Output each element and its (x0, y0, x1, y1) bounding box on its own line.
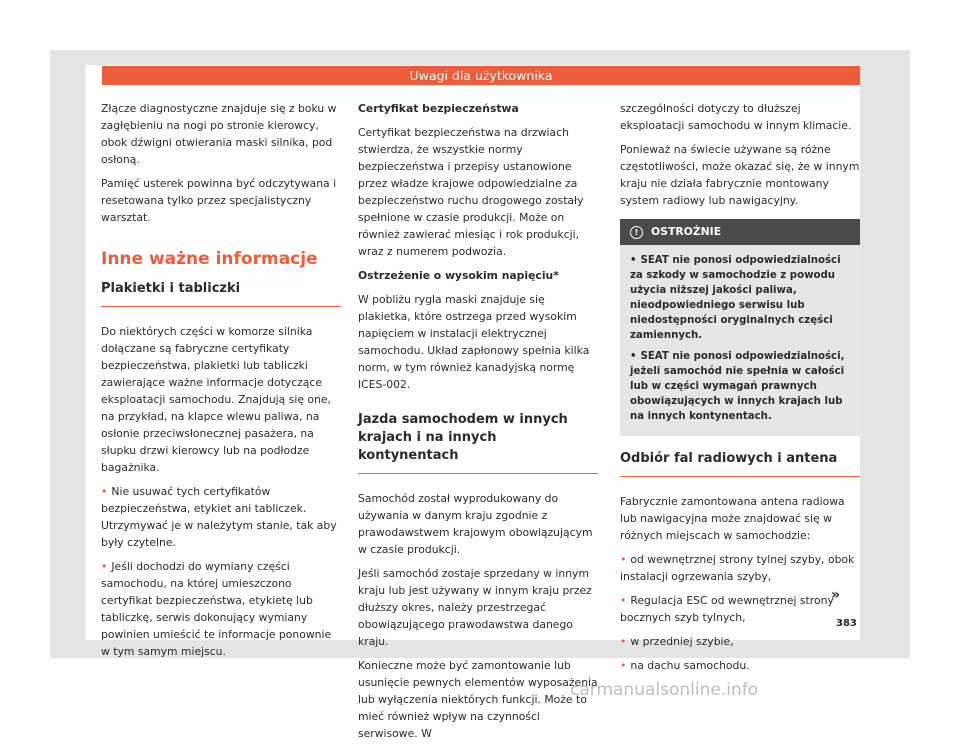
bullet-icon: • (620, 659, 627, 672)
bullet-item: • Jeśli dochodzi do wymiany części samochodu, na której umieszczono certyfikat bezpieczeństwa, etykietę lub tabliczkę, serwis dokonujący wymiany powinien umieścić te informacje ponownie w tym samym miejscu. (101, 560, 332, 658)
subheading: Jazda samochodem w innych krajach i na innych kontynentach (358, 411, 598, 474)
continued-arrow-icon: » (831, 587, 841, 603)
paragraph-heading: Ostrzeżenie o wysokim napięciu* (358, 269, 559, 282)
caution-item: • SEAT nie ponosi odpowiedzialności, jeżeli samochód nie spełnia w całości lub w części wymagań prawnych obowiązujących w innych krajach lub na innych kontynentach. (630, 351, 845, 422)
section-title: Inne ważne informacje (101, 249, 318, 269)
paragraph: szczególności dotyczy to dłuższej eksploatacji samochodu w innym klimacie. (620, 102, 852, 132)
caution-header: ! OSTROŻNIE (620, 219, 860, 245)
watermark: carmanualsonline.info (570, 680, 759, 700)
bullet-item: • w przedniej szybie, (620, 635, 734, 648)
paragraph: Do niektórych części w komorze silnika dołączane są fabryczne certyfikaty bezpieczeństwa, plakietki lub tabliczki zawierające ważne informacje dotyczące eksploatacji samochodu. Znajdują się one, na przykład, na klapce wlewu paliwa, na osłonie przeciwsłonecznej pasażera, na słupku drzwi kierowcy lub na podłodze bagażnika. (101, 325, 331, 474)
bullet-icon: • (101, 560, 108, 573)
bullet-icon: • (620, 635, 627, 648)
bullet-item: • na dachu samochodu. (620, 659, 750, 672)
paragraph: Konieczne może być zamontowanie lub usunięcie pewnych elementów wyposażenia lub wyłączenia niektórych funkcji. Może to mieć również wpływ na czynności serwisowe. W (358, 659, 598, 740)
caution-item: • SEAT nie ponosi odpowiedzialności za szkody w samochodzie z powodu użycia niższej jakości paliwa, nieodpowiedniego serwisu lub niedostępności oryginalnych części zamiennych. (630, 255, 841, 341)
bullet-item: • od wewnętrznej strony tylnej szyby, obok instalacji ogrzewania szyby, (620, 553, 855, 583)
bullet-icon: • (630, 351, 637, 362)
subheading: Plakietki i tabliczki (101, 280, 341, 307)
paragraph-heading: Certyfikat bezpieczeństwa (358, 102, 519, 115)
column-2 (358, 100, 598, 749)
caution-box (620, 219, 860, 436)
bullet-icon: • (101, 485, 108, 498)
paragraph: Jeśli samochód zostaje sprzedany w innym kraju lub jest używany w innym kraju przez dłuższy okres, należy przestrzegać obowiązującego prawodawstwa danego kraju. (358, 567, 592, 648)
bullet-item: • Nie usuwać tych certyfikatów bezpieczeństwa, etykiet ani tabliczek. Utrzymywać je w należytym stanie, tak aby były czytelne. (101, 485, 337, 549)
bullet-icon: • (620, 594, 627, 607)
bullet-item: • Regulacja ESC od wewnętrznej strony bocznych szyb tylnych, (620, 594, 834, 624)
page-number: 383 (836, 618, 857, 629)
caution-body (620, 245, 860, 436)
chapter-header: Uwagi dla użytkownika (102, 66, 860, 85)
paragraph: Certyfikat bezpieczeństwa na drzwiach stwierdza, że wszystkie normy bezpieczeństwa i przepisy ustanowione przez władze krajowe odpowiedzialne za bezpieczeństwo ruchu drogowego zostały spełnione w czasie produkcji. Może on również zawierać miesiąc i rok produkcji, wraz z numerem podwozia. (358, 126, 584, 258)
paragraph: Złącze diagnostyczne znajduje się z boku w zagłębieniu na nogi po stronie kierowcy, obok dźwigni otwierania maski silnika, pod osłoną. (101, 102, 337, 166)
column-1 (101, 100, 341, 667)
bullet-icon: • (630, 255, 637, 266)
bullet-icon: • (620, 553, 627, 566)
paragraph: Fabrycznie zamontowana antena radiowa lub nawigacyjna może znajdować się w różnych miejscach w samochodzie: (620, 495, 845, 542)
paragraph: Ponieważ na świecie używane są różne częstotliwości, może okazać się, że w innym kraju nie działa fabrycznie montowany system radiowy lub nawigacyjny. (620, 143, 860, 207)
column-3 (620, 100, 860, 681)
subheading: Odbiór fal radiowych i antena (620, 450, 860, 477)
paragraph: Samochód został wyprodukowany do używania w danym kraju zgodnie z prawodawstwem krajowym obowiązującym w czasie produkcji. (358, 492, 593, 556)
paragraph: Pamięć usterek powinna być odczytywana i resetowana tylko przez specjalistyczny warsztat. (101, 177, 337, 224)
caution-icon: ! (630, 226, 643, 239)
paragraph: W pobliżu rygla maski znajduje się plakietka, które ostrzega przed wysokim napięciem w instalacji elektrycznej samochodu. Układ zapłonowy spełnia kilka norm, w tym również kanadyjską normę ICES-002. (358, 293, 590, 391)
